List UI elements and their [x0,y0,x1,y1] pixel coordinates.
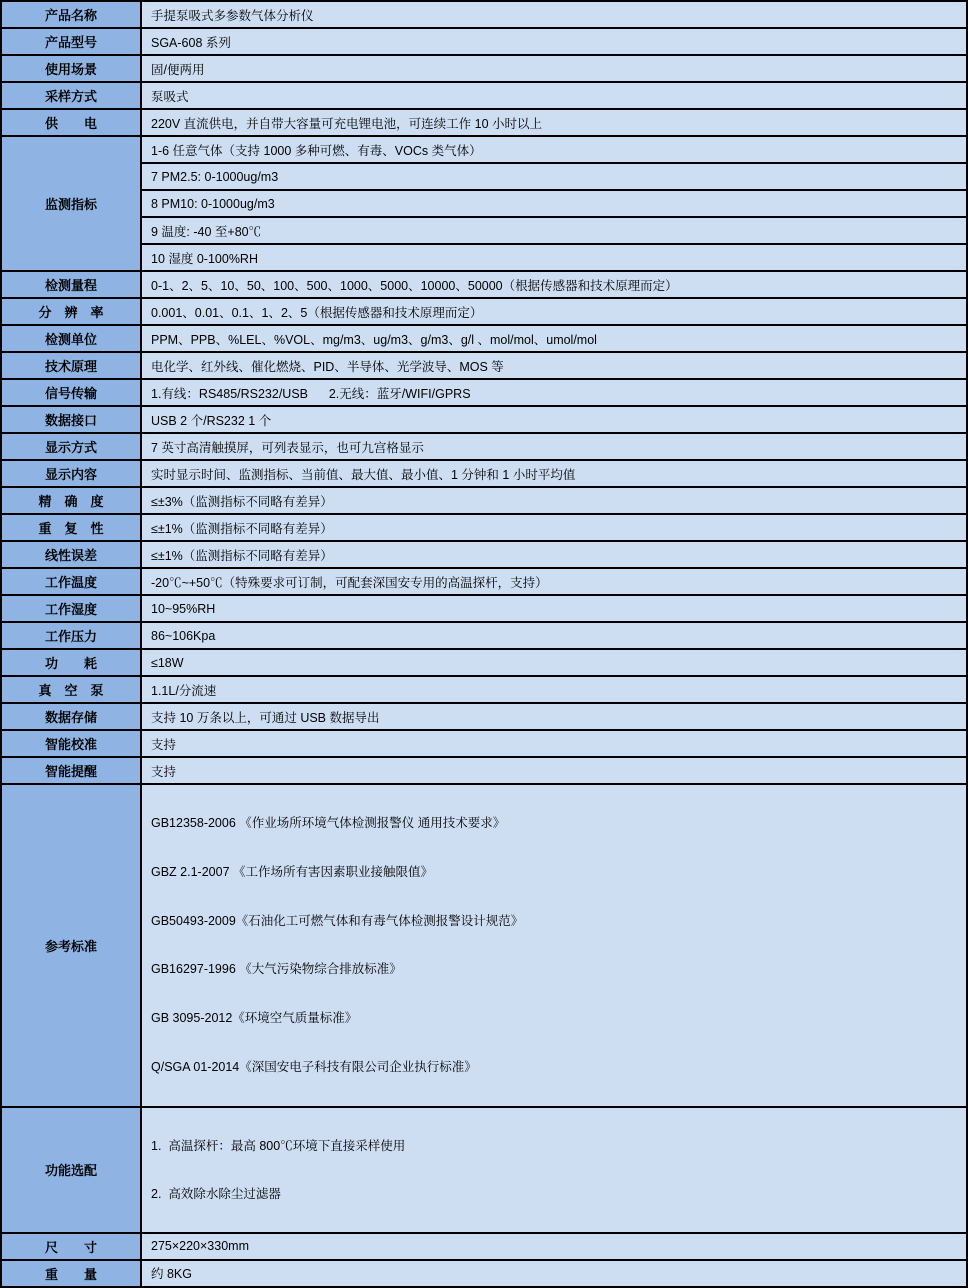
label-accuracy: 精 确 度 [1,487,141,514]
label-smart-calibration: 智能校准 [1,730,141,757]
value-sampling-method: 泵吸式 [141,82,967,109]
row-display-mode [1,433,967,460]
label-repeatability: 重 复 性 [1,514,141,541]
value-usage-scenario: 固/便两用 [141,55,967,82]
label-data-interface: 数据接口 [1,406,141,433]
value-data-interface: USB 2 个/RS232 1 个 [141,406,967,433]
value-linearity-error: ≤±1%（监测指标不同略有差异） [141,541,967,568]
reference-standard-line: GBZ 2.1-2007 《工作场所有害因素职业接触限值》 [151,864,433,879]
reference-standard-line: Q/SGA 01-2014《深国安电子科技有限公司企业执行标准》 [151,1059,477,1074]
value-working-humidity: 10~95%RH [141,595,967,622]
row-monitoring-indicators [1,136,967,163]
row-product-name [1,1,967,28]
value-monitoring-indicator-1: 1-6 任意气体（支持 1000 多种可燃、有毒、VOCs 类气体） [141,136,967,163]
value-accuracy: ≤±3%（监测指标不同略有差异） [141,487,967,514]
row-product-model [1,28,967,55]
optional-feature-line: 1. 高温探杆：最高 800℃环境下直接采样使用 [151,1138,406,1153]
label-power-consumption: 功 耗 [1,649,141,676]
value-monitoring-indicator-4: 9 温度: -40 至+80℃ [141,217,967,244]
value-power-supply: 220V 直流供电，并自带大容量可充电锂电池，可连续工作 10 小时以上 [141,109,967,136]
value-monitoring-indicator-5: 10 湿度 0-100%RH [141,244,967,271]
label-working-humidity: 工作湿度 [1,595,141,622]
label-vacuum-pump: 真 空 泵 [1,676,141,703]
label-weight: 重 量 [1,1260,141,1287]
value-data-storage: 支持 10 万条以上，可通过 USB 数据导出 [141,703,967,730]
value-product-name: 手提泵吸式多参数气体分析仪 [141,1,967,28]
row-reference-standards [1,784,967,1107]
label-working-pressure: 工作压力 [1,622,141,649]
label-monitoring-indicators: 监测指标 [1,136,141,271]
row-detection-unit [1,325,967,352]
value-display-content: 实时显示时间、监测指标、当前值、最大值、最小值、1 分钟和 1 小时平均值 [141,460,967,487]
label-reference-standards: 参考标准 [1,784,141,1107]
row-accuracy [1,487,967,514]
value-reference-standards [141,784,967,1107]
row-working-pressure [1,622,967,649]
row-monitoring-indicators [1,163,967,190]
value-smart-calibration: 支持 [141,730,967,757]
row-optional-features [1,1107,967,1233]
value-monitoring-indicator-3: 8 PM10: 0-1000ug/m3 [141,190,967,217]
value-power-consumption: ≤18W [141,649,967,676]
label-working-temperature: 工作温度 [1,568,141,595]
row-weight [1,1260,967,1287]
row-power-supply [1,109,967,136]
row-data-interface [1,406,967,433]
label-linearity-error: 线性误差 [1,541,141,568]
optional-feature-line: 2. 高效除水除尘过滤器 [151,1186,281,1201]
value-signal-transmission: 1.有线：RS485/RS232/USB 2.无线：蓝牙/WIFI/GPRS [141,379,967,406]
label-detection-unit: 检测单位 [1,325,141,352]
row-sampling-method [1,82,967,109]
value-working-pressure: 86~106Kpa [141,622,967,649]
value-display-mode: 7 英寸高清触摸屏，可列表显示，也可九宫格显示 [141,433,967,460]
row-smart-calibration [1,730,967,757]
label-data-storage: 数据存储 [1,703,141,730]
reference-standard-line: GB50493-2009《石油化工可燃气体和有毒气体检测报警设计规范》 [151,913,524,928]
label-display-content: 显示内容 [1,460,141,487]
label-resolution: 分 辨 率 [1,298,141,325]
row-working-temperature [1,568,967,595]
label-product-model: 产品型号 [1,28,141,55]
value-detection-range: 0-1、2、5、10、50、100、500、1000、5000、10000、50000（根据传感器和技术原理而定） [141,271,967,298]
row-linearity-error [1,541,967,568]
value-vacuum-pump: 1.1L/分流速 [141,676,967,703]
label-optional-features: 功能选配 [1,1107,141,1233]
reference-standard-line: GB12358-2006 《作业场所环境气体检测报警仪 通用技术要求》 [151,816,506,830]
reference-standard-line: GB 3095-2012《环境空气质量标准》 [151,1011,358,1026]
value-dimensions: 275×220×330mm [141,1233,967,1260]
row-detection-range [1,271,967,298]
value-smart-reminder: 支持 [141,757,967,784]
row-vacuum-pump [1,676,967,703]
value-detection-unit: PPM、PPB、%LEL、%VOL、mg/m3、ug/m3、g/m3、g/l 、mol/mol、umol/mol [141,325,967,352]
row-resolution [1,298,967,325]
row-signal-transmission [1,379,967,406]
row-monitoring-indicators [1,190,967,217]
label-signal-transmission: 信号传输 [1,379,141,406]
label-usage-scenario: 使用场景 [1,55,141,82]
value-repeatability: ≤±1%（监测指标不同略有差异） [141,514,967,541]
label-display-mode: 显示方式 [1,433,141,460]
label-sampling-method: 采样方式 [1,82,141,109]
row-data-storage [1,703,967,730]
label-technical-principle: 技术原理 [1,352,141,379]
value-working-temperature: -20℃~+50℃（特殊要求可订制，可配套深国安专用的高温探杆，支持） [141,568,967,595]
row-technical-principle [1,352,967,379]
row-repeatability [1,514,967,541]
label-detection-range: 检测量程 [1,271,141,298]
row-smart-reminder [1,757,967,784]
value-monitoring-indicator-2: 7 PM2.5: 0-1000ug/m3 [141,163,967,190]
row-monitoring-indicators [1,244,967,271]
value-technical-principle: 电化学、红外线、催化燃烧、PID、半导体、光学波导、MOS 等 [141,352,967,379]
label-smart-reminder: 智能提醒 [1,757,141,784]
label-power-supply: 供 电 [1,109,141,136]
value-resolution: 0.001、0.01、0.1、1、2、5（根据传感器和技术原理而定） [141,298,967,325]
label-product-name: 产品名称 [1,1,141,28]
label-dimensions: 尺 寸 [1,1233,141,1260]
reference-standard-line: GB16297-1996 《大气污染物综合排放标准》 [151,962,402,977]
value-optional-features [141,1107,967,1233]
row-power-consumption [1,649,967,676]
row-display-content [1,460,967,487]
value-weight: 约 8KG [141,1260,967,1287]
value-product-model: SGA-608 系列 [141,28,967,55]
row-dimensions [1,1233,967,1260]
row-working-humidity [1,595,967,622]
row-usage-scenario [1,55,967,82]
row-monitoring-indicators [1,217,967,244]
